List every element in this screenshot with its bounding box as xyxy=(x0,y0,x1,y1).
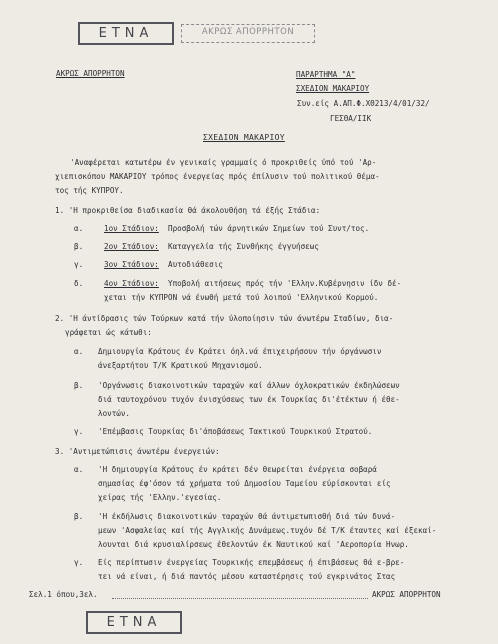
s3-item-a-line-1: 'Η δημιουργία Κράτους έν κράτει δέν θεωρείται ένέργεια σοβαρά xyxy=(98,465,377,474)
top-secret-stamp: ΑΚΡΩΣ ΑΠΟΡΡΗΤΟΝ xyxy=(181,24,315,43)
s2-item-a-mark: α. xyxy=(74,347,84,356)
s3-item-b-mark: β. xyxy=(74,512,84,521)
s1-item-a-mark: α. xyxy=(74,224,84,233)
s1-item-d-cont: χεται τήν ΚΥΠΡΟΝ νά ένωθή μετά τού λοιπού 'Ελληνικού Κορμού. xyxy=(104,293,379,302)
s1-item-d-mark: δ. xyxy=(74,279,84,288)
s2-item-a-line-1: Δημιουργία Κράτους έν Κράτει όηλ.νά έπιχειρήσουν τήν όργάνωσιν xyxy=(98,347,382,356)
s1-item-b-mark: β. xyxy=(74,242,84,251)
s2-item-a-line-2: άνεξαρτήτου Τ/Κ Κρατικού Μηχανισμού. xyxy=(98,361,263,370)
s1-item-d-stage: 4ον Στάδιον: xyxy=(104,279,159,288)
s3-item-c-line-2: τει νά είναι, ή διά παντός μέσου καταστέρησις τού εγκρινάτος Στας xyxy=(98,572,396,581)
s3-item-b-line-2: μεων 'Ασφαλείας καί τής Αγγλικής Δυνάμεως.τυχόν δέ Τ/Κ έταντες καί έξεκαί- xyxy=(98,526,437,535)
s2-item-c-line-1: 'Επέμβασις Τουρκίας δι'άποβάσεως Τακτικού Τουρκικού Στρατού. xyxy=(98,427,373,436)
s1-item-a-stage: 1ον Στάδιον: xyxy=(104,224,159,233)
s3-item-b-line-3: λουνται διά κρυσιαλίρσεως έθελοντών έκ Ναυτικού καί 'Αεροπορία Ηνωρ. xyxy=(98,540,409,549)
plan-label: ΣΧΕΔΙΟΝ ΜΑΚΑΡΙΟΥ xyxy=(296,84,370,93)
s3-item-b-line-1: 'Η έκδήλωσις διακοινοτικών ταραχών θά άντιμετωπισθή διά τών δυνά- xyxy=(98,512,396,521)
s2-item-b-line-2: διά ταυτοχρόνου τυχόν ένισχύσεως των έκ Τουρκίας δι'έτέκτων ή έθε- xyxy=(98,395,400,404)
s3-item-a-line-3: χείρας τής 'Ελλην.'εγεσίας. xyxy=(98,493,222,502)
s3-item-a-mark: α. xyxy=(74,465,84,474)
s2-item-c-mark: γ. xyxy=(74,427,84,436)
s1-item-c-text: Αυτοδιάθεσις xyxy=(168,260,223,269)
section-2-heading-1: 2. 'Η άντίδρασις τών Τούρκων κατά τήν ύλοποίησιν τών άνωτέρω Σταδίων, δια- xyxy=(55,314,394,323)
s1-item-b-stage: 2ον Στάδιον: xyxy=(104,242,159,251)
etna-stamp-bottom: ΕΤΝΑ xyxy=(86,611,182,634)
reference-number: Συν.είς Α.ΑΠ.Φ.ΧΘ213/4/01/32/ xyxy=(297,99,430,108)
classification-label: ΑΚΡΩΣ ΑΠΟΡΡΗΤΟΝ xyxy=(56,69,125,78)
page-count: Σελ.1 όπου,3ελ. xyxy=(29,590,98,599)
intro-line-1: 'Αναφέρεται κατωτέρω έν γενικαίς γραμμαίς ό προκριθείς ύπό τού 'Αρ- xyxy=(70,158,377,167)
s3-item-a-line-2: σημασίας έφ'όσον τά χρήματα τού Δημοσίου Ταμείου εύρίσκονται είς xyxy=(98,479,391,488)
intro-line-3: τος τής ΚΥΠΡΟΥ. xyxy=(55,186,124,195)
section-3-heading: 3. 'Αντιμετώπισις άνωτέρω ένεργειών: xyxy=(55,447,220,456)
s2-item-b-line-3: λοντών. xyxy=(98,409,131,418)
footer-classification: ΑΚΡΩΣ ΑΠΟΡΡΗΤΟΝ xyxy=(372,590,441,599)
section-1-heading: 1. 'Η προκριθείσα διαδικασία θά άκολουθήση τά έξής Στάδια: xyxy=(55,206,321,215)
intro-line-2: χιεπισκόπου ΜΑΚΑΡΙΟΥ τρόπος ένεργείας πρός έπίλυσιν τού πολιτικού θέμα- xyxy=(55,172,380,181)
etna-stamp-top: ΕΤΝΑ xyxy=(78,22,174,45)
s3-item-c-line-1: Είς περίπτωσιν ένεργείας Τουρκικής επεμβάσεως ή έπιβάσεως θά ε-βρε- xyxy=(98,558,405,567)
office-code: ΓΕΣΘΑ/ΙΙΚ xyxy=(330,114,372,123)
s1-item-d-text: Υποβολή αιτήσεως πρός τήν 'Ελλην.Κυβέρνησιν ίδν δέ- xyxy=(168,279,402,288)
footer-dotted-rule xyxy=(112,598,368,599)
s1-item-c-stage: 3ον Στάδιον: xyxy=(104,260,159,269)
s2-item-b-mark: β. xyxy=(74,381,84,390)
annex-label: ΠΑΡΑΡΤΗΜΑ "Α" xyxy=(296,70,356,79)
s2-item-b-line-1: 'Οργάνωσις διακοινοτικών ταραχών καί άλλων όχλοκρατικών έκδηλώσεων xyxy=(98,381,400,390)
s1-item-b-text: Καταγγελία τής Συνθήκης έγγυήσεως xyxy=(168,242,319,251)
s1-item-a-text: Προσβολή τών άρνητικών Σημείων τού Συντ/τος. xyxy=(168,224,370,233)
s3-item-c-mark: γ. xyxy=(74,558,84,567)
section-2-heading-2: γράφεται ώς κάτωθι: xyxy=(65,328,152,337)
s1-item-c-mark: γ. xyxy=(74,260,84,269)
document-title: ΣΧΕΔΙΟΝ ΜΑΚΑΡΙΟΥ xyxy=(203,133,285,142)
